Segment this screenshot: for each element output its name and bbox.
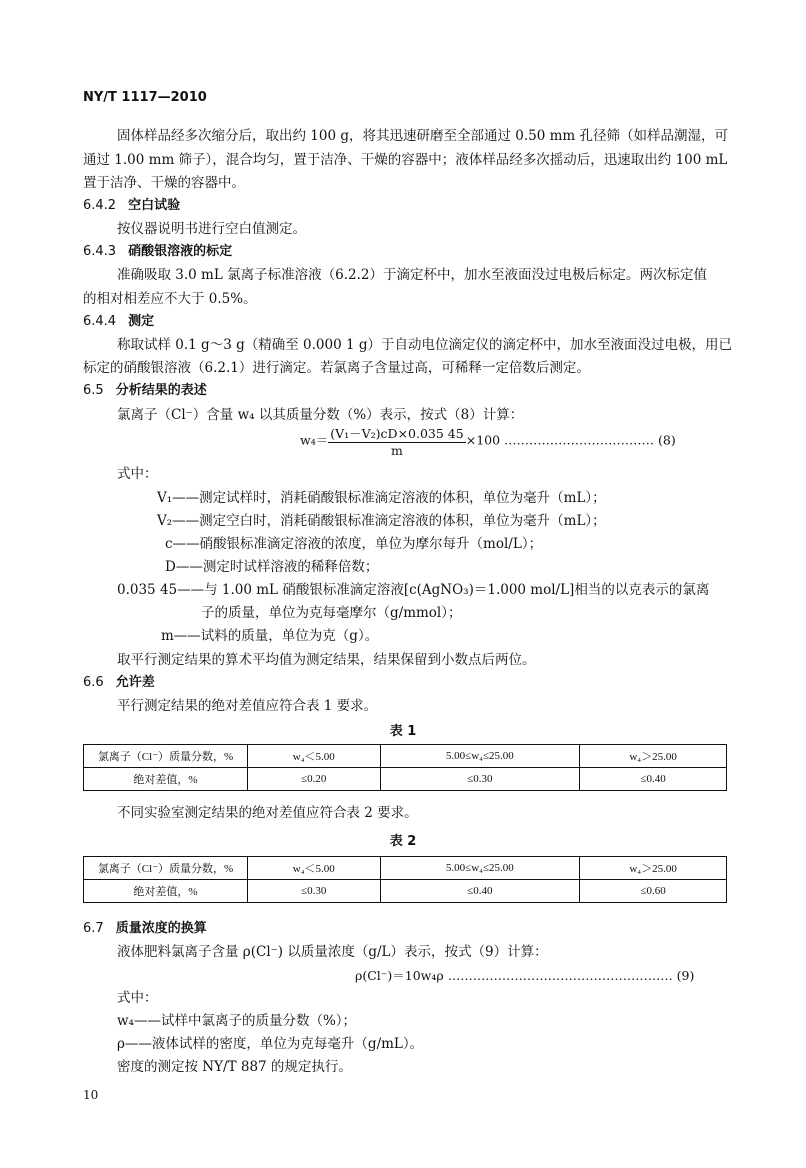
definition-line: 子的质量，单位为克每毫摩尔（g/mmol）； <box>201 605 462 621</box>
paragraph-line: 的相对相差应不大于 0.5%。 <box>83 291 257 307</box>
table-cell: 绝对差值，% <box>84 880 248 903</box>
section-title: 测定 <box>128 314 155 329</box>
section-number: 6.6 <box>83 675 104 690</box>
table-row <box>84 857 727 880</box>
definition-line: m——试料的质量，单位为克（g）。 <box>161 628 379 644</box>
section-heading-6-5 <box>83 382 207 400</box>
table-cell: ≤0.20 <box>248 768 381 791</box>
table-cell: 5.00≤w₄≤25.00 <box>380 857 580 880</box>
section-title: 允许差 <box>115 675 155 690</box>
section-heading-6-4-2 <box>83 197 180 215</box>
section-number: 6.7 <box>83 921 104 936</box>
table-cell: 氯离子（Cl⁻）质量分数，% <box>84 857 248 880</box>
definition-line: D——测定时试样溶液的稀释倍数； <box>165 559 379 575</box>
table-cell: ≤0.60 <box>580 880 727 903</box>
section-heading-6-4-3 <box>83 243 232 261</box>
table-cell: ≤0.30 <box>380 768 580 791</box>
section-heading-6-4-4 <box>83 313 154 331</box>
section-title: 分析结果的表述 <box>115 383 207 398</box>
table-row <box>84 745 727 768</box>
where-label: 式中： <box>117 466 158 482</box>
definition-line: V₂——测定空白时，消耗硝酸银标准滴定溶液的体积，单位为毫升（mL）； <box>157 513 606 529</box>
section-number: 6.5 <box>83 383 104 398</box>
paragraph-line: 标定的硝酸银溶液（6.2.1）进行滴定。若氯离子含量过高，可稀释一定倍数后测定。 <box>83 360 590 376</box>
section-title: 质量浓度的换算 <box>115 921 207 936</box>
definition-line: 0.035 45——与 1.00 mL 硝酸银标准滴定溶液[c(AgNO₃)＝1.000 mol/L]相当的以克表示的氯离 <box>117 582 710 598</box>
paragraph-line: 按仪器说明书进行空白值测定。 <box>117 221 306 237</box>
paragraph-line: 准确吸取 3.0 mL 氯离子标准溶液（6.2.2）于滴定杯中，加水至液面没过电极后标定。两次标定值 <box>117 267 707 283</box>
formula-rhs: ×100 ……………………………… (8) <box>465 432 676 448</box>
table-cell: ≤0.40 <box>380 880 580 903</box>
table-cell: 氯离子（Cl⁻）质量分数，% <box>84 745 248 768</box>
section-number: 6.4.3 <box>83 244 117 259</box>
section-number: 6.4.4 <box>83 314 117 329</box>
definition-line: c——硝酸银标准滴定溶液的浓度，单位为摩尔每升（mol/L）； <box>165 536 543 552</box>
table-2-caption: 表 2 <box>389 834 417 849</box>
table-cell: w₄＜5.00 <box>248 745 381 768</box>
table-cell: ≤0.30 <box>248 880 381 903</box>
formula-numerator: (V₁－V₂)cD×0.035 45 <box>330 426 464 441</box>
paragraph-line: 氯离子（Cl⁻）含量 w₄ 以其质量分数（%）表示，按式（8）计算： <box>117 407 524 423</box>
table-cell: 5.00≤w₄≤25.00 <box>380 745 580 768</box>
section-title: 硝酸银溶液的标定 <box>128 244 233 259</box>
paragraph-line: 密度的测定按 NY/T 887 的规定执行。 <box>117 1059 352 1075</box>
formula-fraction <box>328 424 466 458</box>
section-heading-6-7 <box>83 920 207 938</box>
paragraph-line: 称取试样 0.1 g～3 g（精确至 0.000 1 g）于自动电位滴定仪的滴定杯中，加水至液面没过电极，用已 <box>117 337 732 353</box>
table-cell: ≤0.40 <box>580 768 727 791</box>
table-row <box>84 768 727 791</box>
paragraph-line: 通过 1.00 mm 筛子），混合均匀，置于洁净、干燥的容器中；液体样品经多次摇动后，迅速取出约 100 mL <box>83 152 728 168</box>
formula-8 <box>300 424 676 458</box>
definition-line: w₄——试样中氯离子的质量分数（%）； <box>117 1013 357 1029</box>
table-cell: 绝对差值，% <box>84 768 248 791</box>
formula-denominator: m <box>391 443 403 458</box>
table-row <box>84 880 727 903</box>
paragraph-line: 取平行测定结果的算术平均值为测定结果，结果保留到小数点后两位。 <box>117 652 536 668</box>
table-cell: w₄＞25.00 <box>580 857 727 880</box>
paragraph-line: 不同实验室测定结果的绝对差值应符合表 2 要求。 <box>117 805 418 821</box>
section-heading-6-6 <box>83 674 155 692</box>
section-number: 6.4.2 <box>83 198 117 213</box>
table-2 <box>83 856 727 903</box>
section-title: 空白试验 <box>128 198 181 213</box>
definition-line: ρ——液体试样的密度，单位为克每毫升（g/mL）。 <box>117 1036 424 1052</box>
table-1-caption: 表 1 <box>389 724 417 739</box>
paragraph-line: 液体肥料氯离子含量 ρ(Cl⁻) 以质量浓度（g/L）表示，按式（9）计算： <box>117 944 548 960</box>
formula-9: ρ(Cl⁻)＝10w₄ρ ……………………………………………… (9) <box>355 968 695 983</box>
table-cell: w₄＞25.00 <box>580 745 727 768</box>
table-cell: w₄＜5.00 <box>248 857 381 880</box>
page-number: 10 <box>83 1088 99 1102</box>
paragraph-line: 固体样品经多次缩分后，取出约 100 g，将其迅速研磨至全部通过 0.50 mm 孔径筛（如样品潮湿，可 <box>117 128 729 144</box>
definition-line: V₁——测定试样时，消耗硝酸银标准滴定溶液的体积，单位为毫升（mL）； <box>157 490 606 506</box>
formula-lhs: w₄＝ <box>300 432 329 448</box>
paragraph-line: 置于洁净、干燥的容器中。 <box>83 175 245 191</box>
standard-number: NY/T 1117—2010 <box>83 90 207 105</box>
paragraph-line: 平行测定结果的绝对差值应符合表 1 要求。 <box>117 698 378 714</box>
where-label: 式中： <box>117 990 158 1006</box>
table-1 <box>83 744 727 791</box>
